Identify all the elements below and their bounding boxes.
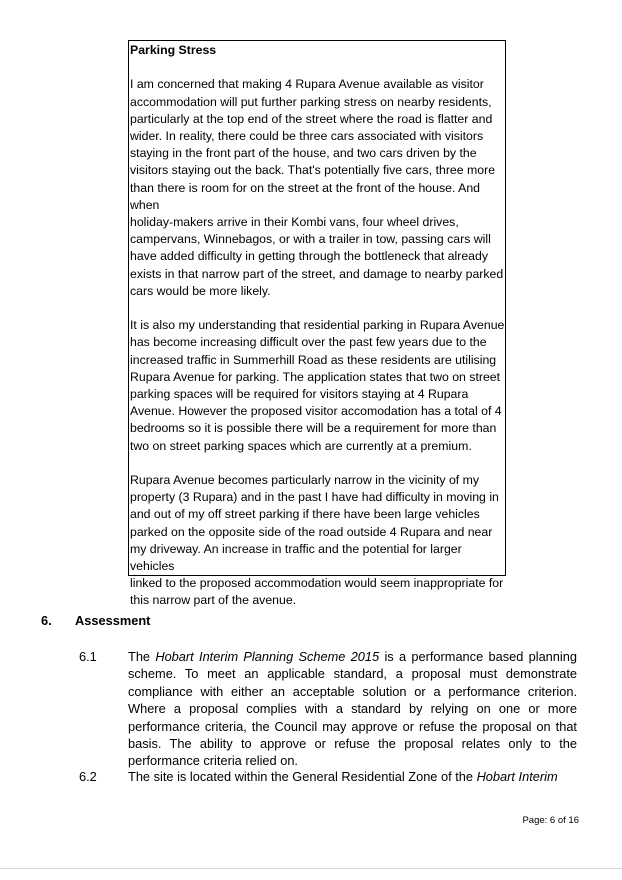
quote-line: accommodation will put further parking stress on nearby residents,	[130, 94, 492, 109]
page-bottom-divider	[0, 868, 622, 869]
quote-line: particularly at the top end of the street where the road is flatter and	[130, 111, 493, 126]
quote-line: It is also my understanding that residential parking in Rupara Avenue	[130, 318, 505, 333]
quote-line: my driveway. An increase in traffic and the potential for larger vehicles	[130, 541, 462, 574]
quote-line: I am concerned that making 4 Rupara Avenue available as visitor	[130, 77, 484, 92]
paragraph-6-1	[79, 648, 577, 770]
quote-line: linked to the proposed accommodation would seem inappropriate for	[130, 576, 504, 591]
quote-line: this narrow part of the avenue.	[130, 593, 297, 608]
quote-line: property (3 Rupara) and in the past I have had difficulty in moving in	[130, 490, 499, 505]
quote-line: and out of my off street parking if there have been large vehicles	[130, 507, 480, 522]
paragraph-number: 6.1	[79, 649, 97, 664]
quote-line: campervans, Winnebagos, or with a trailer in tow, passing cars will	[130, 232, 491, 247]
paragraph-number: 6.2	[79, 769, 97, 784]
scheme-title-italic: Hobart Interim Planning Scheme 2015	[155, 649, 380, 664]
section-heading-assessment	[41, 613, 150, 628]
text-run: The	[128, 649, 156, 664]
quote-line: cars would be more likely.	[130, 283, 271, 298]
quote-line: have added difficulty in getting through the bottleneck that already	[130, 249, 488, 264]
quote-line: Rupara Avenue becomes particularly narrow in the vicinity of my	[130, 473, 480, 488]
page-number: Page: 6 of 16	[522, 815, 579, 826]
section-number: 6.	[41, 613, 52, 628]
quote-line: than there is room for on the street at the front of the house. And when	[130, 180, 480, 212]
quote-title: Parking Stress	[130, 43, 217, 57]
text-run: The site is located within the General Residential Zone of the	[128, 769, 477, 784]
quote-line: exists in that narrow part of the street, and damage to nearby parked	[130, 266, 504, 281]
quote-line: holiday-makers arrive in their Kombi vans, four wheel drives,	[130, 215, 459, 230]
paragraph-6-2	[79, 768, 577, 785]
text-run: is a performance based planning scheme. To meet an applicable standard, a proposal must demonstrate compliance with either an acceptable solution or a performance criterion. Where a proposal complies with a standard by relying on one or more performance criteria, the Council may approve or refuse the proposal on that basis. The ability to approve or refuse the proposal relates only to the performance criteria relied on.	[128, 649, 577, 769]
quote-line: Rupara Avenue for parking. The application states that two on street	[130, 369, 501, 384]
quote-line: wider. In reality, there could be three cars associated with visitors	[130, 129, 484, 143]
quote-line: increased traffic in Summerhill Road as these residents are utilising	[130, 352, 497, 367]
quote-paragraph-1	[130, 76, 505, 300]
quote-line: staying in the front part of the house, and two cars driven by the	[130, 146, 477, 161]
paragraph-text	[128, 648, 577, 770]
quote-line: parked on the opposite side of the road outside 4 Rupara and near	[130, 524, 493, 539]
scheme-title-italic: Hobart Interim	[476, 769, 558, 784]
quote-line: visitors staying out the back. That's potentially five cars, three more	[130, 163, 496, 178]
quote-line: parking spaces will be required for visitors staying at 4 Rupara	[130, 387, 469, 402]
quote-line: Avenue. However the proposed visitor accomodation has a total of 4	[130, 404, 502, 419]
quote-paragraph-2	[130, 317, 505, 455]
section-title: Assessment	[75, 613, 151, 628]
quoted-submission-box	[128, 40, 506, 608]
paragraph-text	[128, 768, 577, 785]
quote-line: two on street parking spaces which are currently at a premium.	[130, 438, 472, 453]
quote-line: has become increasing difficult over the past few years due to the	[130, 335, 487, 350]
quote-paragraph-3	[130, 472, 505, 610]
quote-line: bedrooms so it is possible there will be a requirement for more than	[130, 421, 497, 436]
